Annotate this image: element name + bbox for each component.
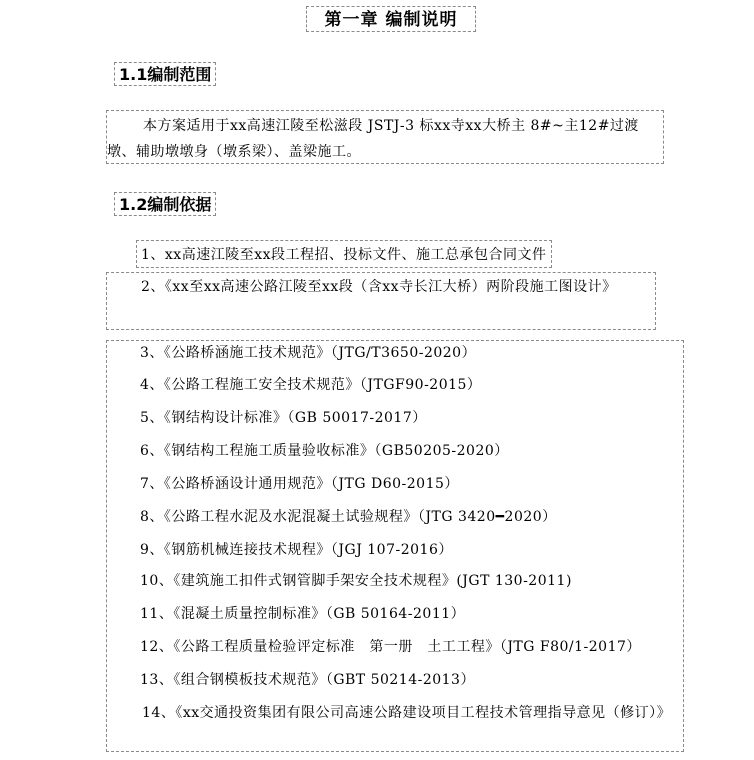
basis-item: 2、《xx至xx高速公路江陵至xx段（含xx寺长江大桥）两阶段施工图设计》 [106, 272, 656, 330]
section-heading-basis: 1.2编制依据 [114, 192, 216, 216]
basis-item: 13、《组合钢模板技术规范》（GBT 50214-2013） [140, 672, 475, 688]
basis-item: 12、《公路工程质量检验评定标准 第一册 土工工程》（JTG F80/1-2017） [140, 639, 641, 655]
basis-item: 11、《混凝土质量控制标准》（GB 50164-2011） [140, 606, 466, 622]
basis-item: 8、《公路工程水泥及水泥混凝土试验规程》（JTG 3420━2020） [140, 509, 557, 525]
chapter-title: 第一章 编制说明 [306, 6, 476, 32]
basis-item: 14、《xx交通投资集团有限公司高速公路建设项目工程技术管理指导意见（修订）》 [142, 705, 672, 721]
basis-item: 3、《公路桥涵施工技术规范》（JTG/T3650-2020） [140, 345, 477, 361]
basis-item: 1、xx高速江陵至xx段工程招、投标文件、施工总承包合同文件 [136, 240, 552, 268]
basis-item: 6、《钢结构工程施工质量验收标准》（GB50205-2020） [140, 443, 509, 459]
scope-paragraph: 本方案适用于xx高速江陵至松滋段 JSTJ-3 标xx寺xx大桥主 8#~主12#过渡墩、辅助墩墩身（墩系梁）、盖梁施工。 [106, 110, 664, 164]
basis-item: 7、《公路桥涵设计通用规范》（JTG D60-2015） [140, 476, 459, 492]
section-heading-scope: 1.1编制范围 [114, 62, 216, 86]
basis-item: 4、《公路工程施工安全技术规范》（JTGF90-2015） [140, 377, 482, 393]
basis-item: 10、《建筑施工扣件式钢管脚手架安全技术规程》(JGT 130-2011) [140, 573, 572, 589]
basis-item: 5、《钢结构设计标准》（GB 50017-2017） [140, 410, 427, 426]
basis-item: 9、《钢筋机械连接技术规程》（JGJ 107-2016） [140, 542, 453, 558]
